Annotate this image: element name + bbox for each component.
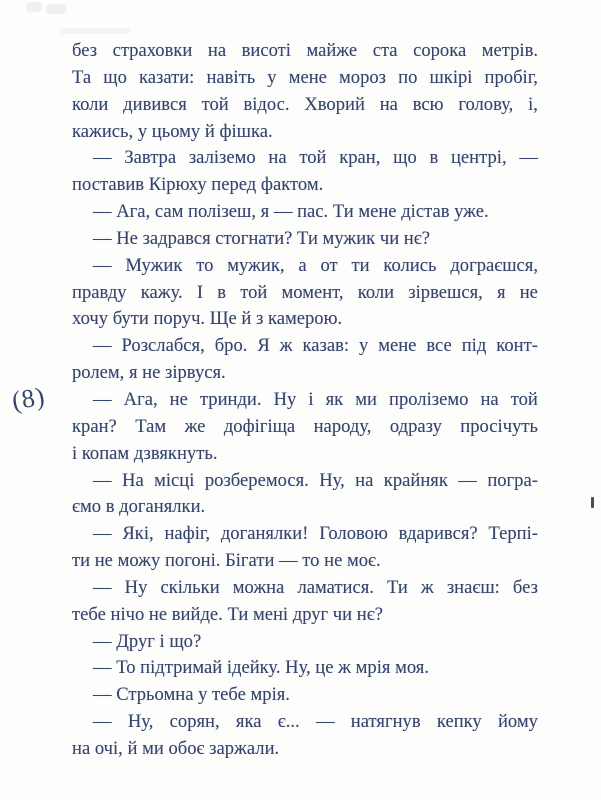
- text-line: [72, 38, 538, 65]
- word: конт-: [496, 335, 538, 357]
- word: кран,: [339, 147, 381, 169]
- word: не: [519, 281, 538, 303]
- word: Ну: [124, 576, 148, 598]
- text-line: хочу бути поруч. Ще й з камерою.: [72, 308, 343, 330]
- word: без: [512, 576, 538, 598]
- word: сорян,: [169, 711, 220, 733]
- word: і,: [528, 93, 538, 115]
- word: той: [299, 147, 327, 169]
- word: —: [519, 147, 538, 169]
- word: все: [426, 335, 452, 357]
- word: зірвешся,: [408, 281, 483, 303]
- word: ста: [372, 40, 398, 61]
- word: я: [496, 281, 506, 303]
- word: метрів.: [481, 40, 538, 61]
- text-line: і копам дзвякнуть.: [72, 442, 218, 464]
- word: а: [298, 254, 307, 276]
- word: —: [93, 335, 112, 357]
- text-line: [72, 253, 538, 280]
- scan-smudge: [60, 28, 130, 34]
- word: нафіг,: [164, 523, 211, 545]
- word: мене: [288, 66, 327, 88]
- word: навіть: [206, 66, 256, 88]
- text-line: [72, 333, 538, 360]
- word: Ти: [386, 576, 408, 598]
- word: Головою: [319, 523, 388, 545]
- word: той: [240, 281, 268, 303]
- text-line: кажись, у цьому й фішка.: [72, 120, 273, 142]
- text-line: — То підтримай ідейку. Ну, це ж мрія моя.: [93, 657, 429, 679]
- word: Я: [257, 335, 270, 357]
- word: той: [510, 388, 538, 410]
- word: на: [207, 40, 227, 61]
- word: Ага,: [123, 388, 158, 410]
- word: ми: [355, 388, 377, 410]
- text-line: [72, 65, 538, 92]
- scan-smudge: [26, 2, 42, 12]
- page-number-margin: (8): [9, 381, 48, 416]
- word: Завтра: [124, 147, 177, 169]
- word: кажу.: [140, 281, 183, 303]
- word: і: [308, 388, 314, 410]
- word: І: [196, 281, 204, 303]
- text-line: — Не задрався стогнати? Ти мужик чи нє?: [93, 227, 430, 249]
- word: —: [93, 469, 112, 491]
- word: Розслабся,: [121, 335, 205, 357]
- word: пробіг,: [484, 66, 538, 88]
- word: можна: [232, 576, 285, 598]
- word: Та: [72, 66, 92, 88]
- word: на: [379, 93, 398, 115]
- word: яка: [235, 711, 262, 733]
- text-line: ролем, я не зірвуся.: [72, 362, 226, 384]
- word: висоті: [241, 40, 291, 61]
- text-line: [72, 387, 538, 414]
- word: по: [398, 66, 418, 88]
- text-line: [72, 280, 538, 307]
- word: —: [93, 388, 112, 410]
- text-line: ємо в доганялки.: [72, 496, 206, 518]
- text-line: тебе нічо не вийде. Ти мені друг чи нє?: [72, 603, 383, 625]
- word: момент,: [281, 281, 344, 303]
- word: дивився: [123, 93, 187, 115]
- word: всю: [412, 93, 444, 115]
- word: мороз: [339, 66, 387, 88]
- word: на: [355, 469, 374, 491]
- word: от: [320, 254, 338, 276]
- word: дофігіща: [223, 415, 296, 437]
- word: що: [393, 147, 417, 169]
- word: доганялки!: [220, 523, 309, 545]
- word: мужик,: [227, 254, 285, 276]
- word: є...: [277, 711, 300, 733]
- word: дограєшся,: [450, 254, 538, 276]
- word: центрі,: [450, 147, 507, 169]
- text-line: ти не можу погоні. Бігати — то не моє.: [72, 550, 381, 572]
- word: —: [93, 254, 112, 276]
- word: розберемося.: [204, 469, 309, 491]
- word: у: [358, 335, 369, 357]
- word: заліземо: [188, 147, 256, 169]
- word: на: [480, 388, 499, 410]
- text-line: на очі, й ми обоє заржали.: [72, 737, 280, 759]
- word: колись: [383, 254, 437, 276]
- text-line: — Ага, сам полізеш, я — пас. Ти мене дістав уже.: [93, 201, 489, 223]
- word: в: [217, 281, 227, 303]
- word: то: [196, 254, 214, 276]
- word: не: [169, 388, 188, 410]
- word: просічуть: [460, 415, 538, 437]
- word: Хворий: [304, 93, 365, 115]
- word: ти: [351, 254, 370, 276]
- word: погра-: [487, 469, 538, 491]
- word: коли: [357, 281, 395, 303]
- word: Мужик: [125, 254, 183, 276]
- word: шкірі: [429, 66, 473, 88]
- text-line: — Друг і що?: [93, 630, 202, 652]
- text-line: [72, 575, 538, 602]
- word: голову,: [458, 93, 514, 115]
- text-line: [72, 414, 538, 441]
- word: вдарився?: [398, 523, 478, 545]
- word: же: [184, 415, 206, 437]
- word: крайняк: [383, 469, 448, 491]
- word: правду: [72, 281, 127, 303]
- word: ламатися.: [297, 576, 374, 598]
- word: що: [103, 66, 127, 88]
- text-line: [72, 709, 538, 736]
- scan-mark-right-edge: [591, 497, 594, 508]
- word: коли: [72, 93, 109, 115]
- word: Ну: [273, 388, 297, 410]
- text-line: — Стрьомна у тебе мрія.: [93, 684, 290, 706]
- word: проліземо: [389, 388, 469, 410]
- word: ж: [420, 576, 434, 598]
- word: казати:: [138, 66, 195, 88]
- word: майже: [306, 40, 358, 61]
- word: —: [315, 711, 335, 733]
- word: місці: [154, 469, 195, 491]
- word: бро.: [214, 335, 248, 357]
- word: на: [268, 147, 287, 169]
- word: без: [72, 40, 98, 61]
- scan-smudge: [46, 4, 66, 14]
- text-line: [72, 521, 538, 548]
- text-line: поставив Кірюху перед фактом.: [72, 174, 324, 196]
- word: Ну,: [319, 469, 345, 491]
- word: —: [93, 711, 112, 733]
- word: скільки: [160, 576, 220, 598]
- word: Терпі-: [488, 523, 538, 545]
- word: йому: [497, 711, 538, 733]
- word: той: [201, 93, 229, 115]
- word: як: [325, 388, 344, 410]
- word: Ну,: [127, 711, 154, 733]
- word: ж: [279, 335, 293, 357]
- word: казав:: [302, 335, 350, 357]
- text-line: [72, 468, 538, 495]
- word: сорока: [413, 40, 467, 61]
- word: одразу: [389, 415, 442, 437]
- text-line: [72, 145, 538, 172]
- word: мене: [378, 335, 417, 357]
- word: відос.: [243, 93, 290, 115]
- word: —: [458, 469, 477, 491]
- word: натягнув: [350, 711, 421, 733]
- word: страховки: [112, 40, 193, 61]
- word: —: [93, 576, 112, 598]
- text-line: [72, 92, 538, 119]
- word: у: [267, 66, 277, 88]
- word: На: [122, 469, 144, 491]
- word: під: [461, 335, 487, 357]
- word: кепку: [436, 711, 482, 733]
- word: знаєш:: [446, 576, 500, 598]
- word: кран?: [72, 415, 117, 437]
- word: —: [93, 147, 112, 169]
- word: Які,: [122, 523, 154, 545]
- word: в: [429, 147, 439, 169]
- word: Там: [135, 415, 167, 437]
- text-block: [72, 38, 538, 763]
- word: —: [93, 523, 112, 545]
- word: тринди.: [199, 388, 262, 410]
- word: народу,: [313, 415, 372, 437]
